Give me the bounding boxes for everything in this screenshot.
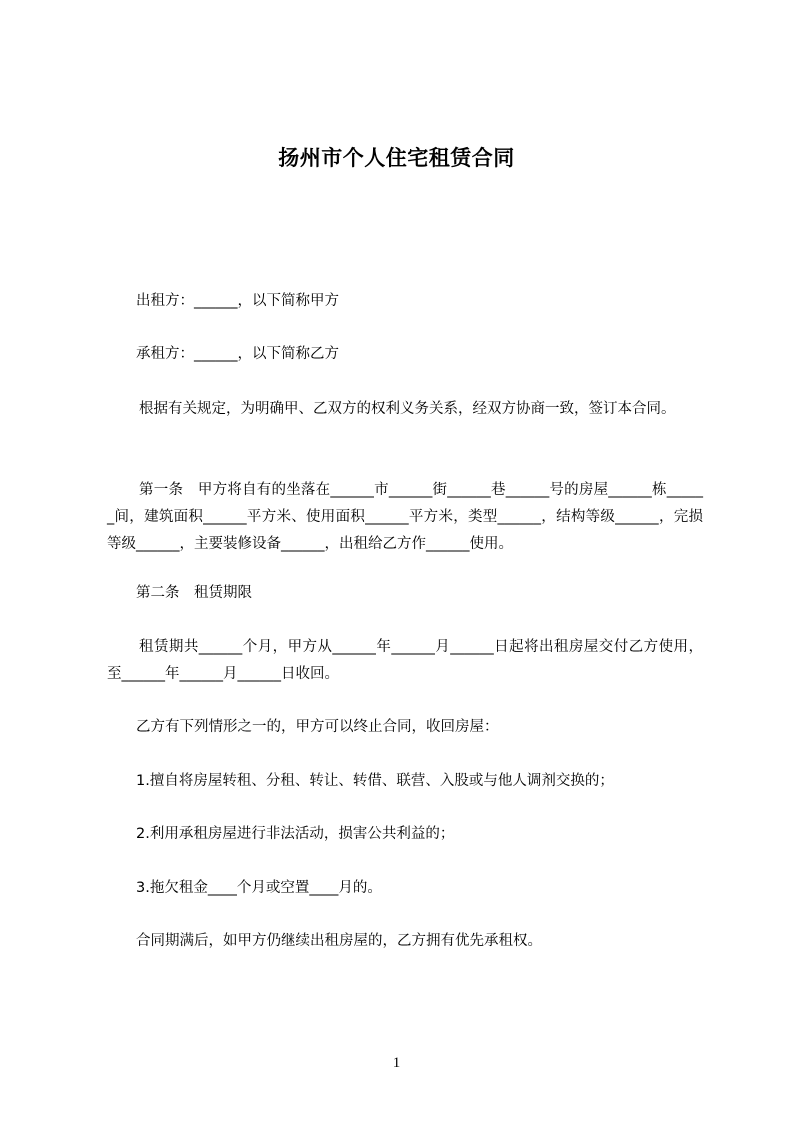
document-title: 扬州市个人住宅租赁合同 [278,146,515,170]
termination-clause-3: 3.拖欠租金____个月或空置____月的。 [136,880,382,896]
preamble-paragraph: 根据有关规定，为明确甲、乙双方的权利义务关系，经双方协商一致，签订本合同。 [139,401,676,417]
termination-intro: 乙方有下列情形之一的，甲方可以终止合同，收回房屋： [136,719,499,735]
article-1-paragraph: 第一条 甲方将自有的坐落在______市______街______巷______号的房屋______栋______间，建筑面积______平方米、使用面积______平方米，类型______，结构等级______，完损等级______，主要装修设备______，出租给乙方作______使用。 [107,482,703,552]
lessee-line: 承租方：______，以下简称乙方 [136,346,339,362]
lease-term-paragraph: 租赁期共______个月，甲方从______年______月______日起将出租房屋交付乙方使用，至______年______月______日收回。 [107,639,703,682]
termination-clause-2: 2.利用承租房屋进行非法活动，损害公共利益的； [136,826,455,842]
renewal-paragraph: 合同期满后，如甲方仍继续出租房屋的，乙方拥有优先承租权。 [136,933,542,949]
lessor-line: 出租方：______，以下简称甲方 [136,293,339,309]
termination-clause-1: 1.擅自将房屋转租、分租、转让、转借、联营、入股或与他人调剂交换的； [136,773,614,789]
article-2-heading: 第二条 租赁期限 [136,585,252,601]
page-number: 1 [392,1055,401,1071]
